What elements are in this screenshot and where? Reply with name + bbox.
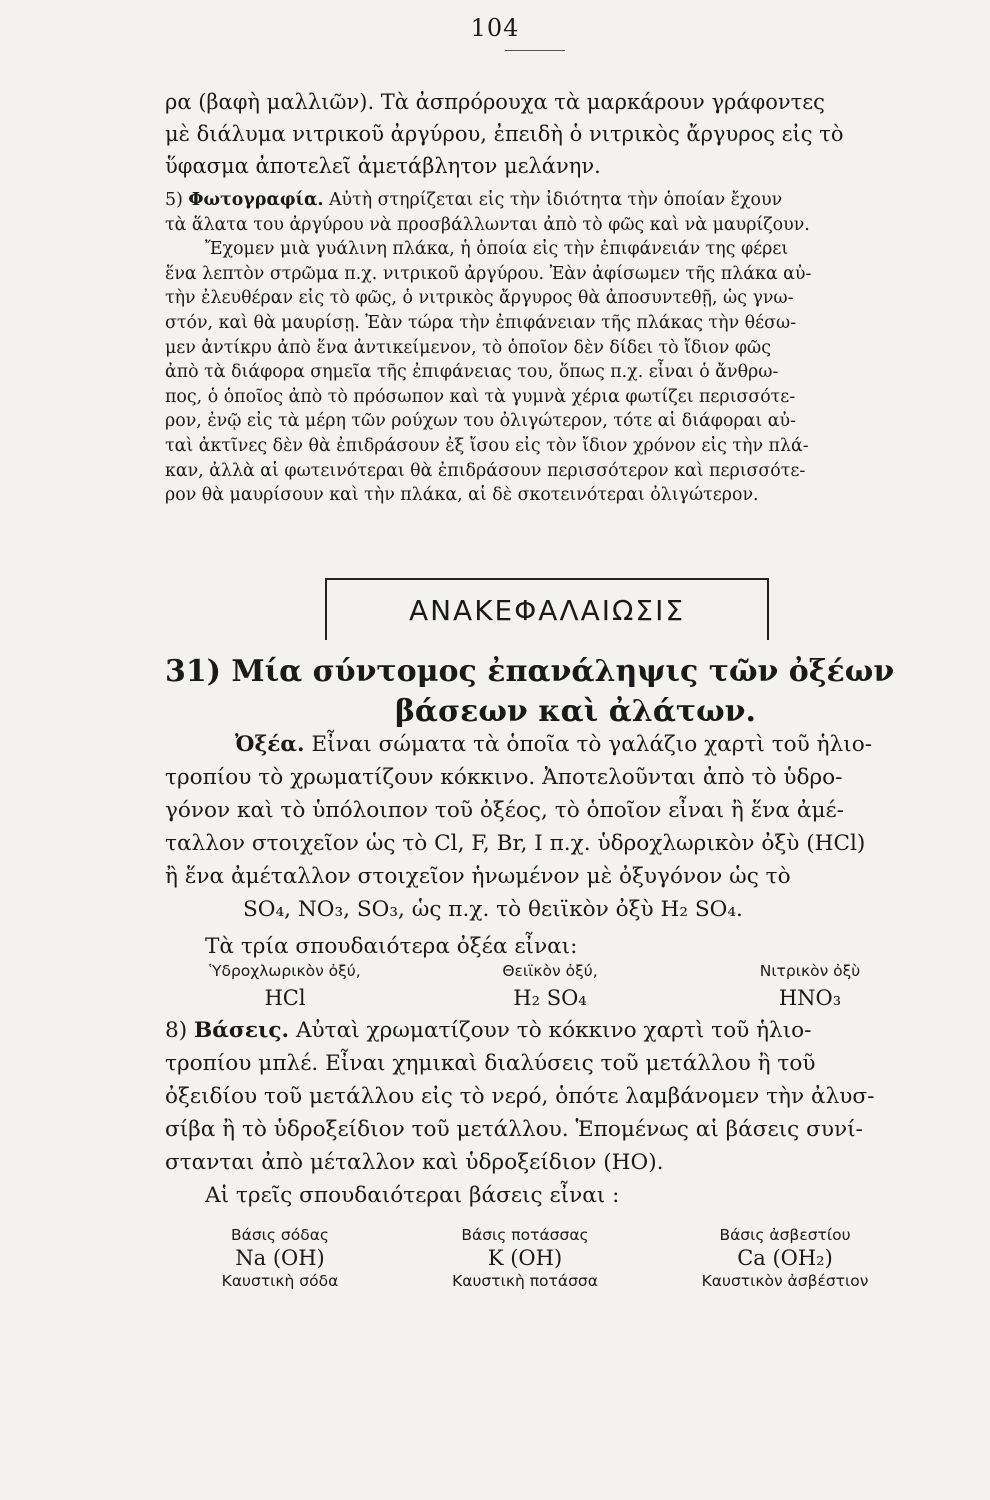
photo-line: πος, ὁ ὁποῖος ἀπὸ τὸ πρόσωπον καὶ τὰ γυμνὰ χέρια φωτίζει περισσότε-	[165, 386, 796, 407]
summary-box-title: ΑΝΑΚΕΦΑΛΑΙΩΣΙΣ	[408, 593, 686, 627]
base-common-name: Καυστικὴ σόδα	[221, 1272, 339, 1290]
intro-paragraph	[165, 86, 920, 182]
bases-title: Βάσεις.	[194, 1018, 290, 1043]
summary-heading-line1: 31) Μία σύντομος ἐπανάληψις τῶν ὀξέων	[165, 654, 895, 689]
bases-important-intro: Αἱ τρεῖς σπουδαιότεραι βάσεις εἶναι :	[205, 1183, 620, 1208]
bases-line: ὀξειδίου τοῦ μετάλλου εἰς τὸ νερό, ὁπότε λαμβάνομεν τὴν ἀλυσ-	[165, 1084, 875, 1109]
summary-heading-line2: βάσεων καὶ ἀλάτων.	[395, 694, 756, 729]
acid-item	[405, 962, 695, 1010]
acids-important-intro: Τὰ τρία σπουδαιότερα ὀξέα εἶναι:	[205, 934, 578, 959]
intro-line: ὕφασμα ἀποτελεῖ ἀμετάβλητον μελάνην.	[165, 154, 601, 178]
acid-formula: HCl	[264, 986, 306, 1010]
bases-line: στανται ἀπὸ μέταλλον καὶ ὑδροξείδιον (HO).	[165, 1150, 664, 1175]
base-item	[165, 1226, 395, 1290]
base-common-name: Καυστικὴ ποτάσσα	[452, 1272, 598, 1290]
photo-line: τὴν ἐλευθέραν εἰς τὸ φῶς, ὁ νιτρικὸς ἄργυρος θὰ ἀποσυντεθῇ, ὡς γνω-	[165, 288, 794, 309]
acid-name: Θειϊκὸν ὀξύ,	[502, 962, 598, 980]
base-item	[395, 1226, 655, 1290]
photo-heading-line	[165, 188, 920, 213]
bases-heading-line	[165, 1014, 920, 1047]
summary-box	[325, 578, 769, 640]
base-item	[655, 1226, 915, 1290]
bases-label: 8)	[165, 1018, 195, 1043]
base-name: Βάσις ποτάσσας	[461, 1226, 589, 1244]
page-number-rule	[505, 50, 565, 51]
bases-line: Αὐταὶ χρωματίζουν τὸ κόκκινο χαρτὶ τοῦ ἡλιο-	[289, 1018, 812, 1043]
photo-line: ἕνα λεπτὸν στρῶμα π.χ. νιτρικοῦ ἀργύρου. Ἐὰν ἀφίσωμεν τῆς πλάκα αὐ-	[165, 263, 812, 284]
acids-line: ἢ ἕνα ἀμέταλλον στοιχεῖον ἡνωμένον μὲ ὀξυγόνον ὡς τὸ	[165, 864, 791, 889]
page-number: 104	[470, 14, 520, 42]
acids-list	[165, 962, 925, 1010]
acid-item	[165, 962, 405, 1010]
acids-block	[165, 728, 920, 963]
photo-line: στόν, καὶ θὰ μαυρίσῃ. Ἐὰν τώρα τὴν ἐπιφάνειαν τῆς πλάκας τὴν θέσω-	[165, 312, 797, 333]
photo-line: ἀπὸ τὰ διάφορα σημεῖα τῆς ἐπιφάνειας του, ὅπως π.χ. εἶναι ὁ ἄνθρω-	[165, 362, 779, 383]
acids-line: Εἶναι σώματα τὰ ὁποῖα τὸ γαλάζιο χαρτὶ τοῦ ἡλιο-	[304, 732, 873, 757]
base-name: Βάσις ἀσβεστίου	[719, 1226, 851, 1244]
photo-line: Ἔχομεν μιὰ γυάλινη πλάκα, ἡ ὁποία εἰς τὴν ἐπιφάνειάν της φέρει	[205, 239, 789, 260]
acids-heading-line	[165, 728, 920, 761]
acids-title: Ὀξέα.	[235, 732, 305, 757]
acids-line: ταλλον στοιχεῖον ὡς τὸ Cl, F, Br, I π.χ. ὑδροχλωρικὸν ὀξὺ (HCl)	[165, 831, 866, 856]
base-name: Βάσις σόδας	[230, 1226, 330, 1244]
bases-block	[165, 1014, 920, 1212]
photo-line: μεν ἀντίκρυ ἀπὸ ἕνα ἀντικείμενον, τὸ ὁποῖον δὲν δίδει τὸ ἴδιον φῶς	[165, 337, 771, 358]
base-formula: Ca (OH₂)	[737, 1246, 833, 1270]
acids-line: τροπίου τὸ χρωματίζουν κόκκινο. Ἀποτελοῦνται ἀπὸ τὸ ὑδρο-	[165, 765, 843, 790]
photo-line: ρον, ἐνῷ εἰς τὰ μέρη τῶν ρούχων του ὀλιγώτερον, τότε αἱ διάφοραι αὐ-	[165, 411, 796, 432]
acids-formula-line: SO₄, NO₃, SO₃, ὡς π.χ. τὸ θειϊκὸν ὀξὺ H₂ SO₄.	[243, 897, 743, 922]
summary-heading	[165, 652, 925, 732]
photo-title: Φωτογραφία.	[188, 190, 324, 210]
bases-list	[165, 1226, 925, 1290]
photo-line: ταὶ ἀκτῖνες δὲν θὰ ἐπιδράσουν ἐξ ἴσου εἰς τὸν ἴδιον χρόνον εἰς τὴν πλά-	[165, 435, 809, 456]
base-formula: K (OH)	[487, 1246, 563, 1270]
acid-item	[695, 962, 925, 1010]
acid-formula: HNO₃	[778, 986, 842, 1010]
base-common-name: Καυστικὸν ἀσβέστιον	[701, 1272, 869, 1290]
intro-line: ρα (βαφὴ μαλλιῶν). Τὰ ἀσπρόρουχα τὰ μαρκάρουν γράφοντες	[165, 90, 825, 114]
photo-text-block	[165, 86, 920, 508]
photo-line: ρον θὰ μαυρίσουν καὶ τὴν πλάκα, αἱ δὲ σκοτεινότεραι ὀλιγώτερον.	[165, 485, 759, 506]
photo-line: Αὐτὴ στηρίζεται εἰς τὴν ἰδιότητα τὴν ὁποίαν ἔχουν	[323, 190, 783, 210]
bases-line: σίβα ἢ τὸ ὑδροξείδιον τοῦ μετάλλου. Ἑπομένως αἱ βάσεις συνί-	[165, 1117, 863, 1142]
acid-name: Νιτρικὸν ὀξὺ	[759, 962, 861, 980]
base-formula: Na (OH)	[235, 1246, 325, 1270]
photo-line: τὰ ἅλατα του ἀργύρου νὰ προσβάλλωνται ἀπὸ τὸ φῶς καὶ νὰ μαυρίζουν.	[165, 214, 810, 235]
intro-line: μὲ διάλυμα νιτρικοῦ ἀργύρου, ἐπειδὴ ὁ νιτρικὸς ἄργυρος εἰς τὸ	[165, 122, 844, 146]
photo-line: καν, ἀλλὰ αἱ φωτεινότεραι θὰ ἐπιδράσουν περισσότερον καὶ περισσότε-	[165, 460, 806, 481]
photo-label: 5)	[165, 190, 189, 210]
acids-line: γόνον καὶ τὸ ὑπόλοιπον τοῦ ὀξέος, τὸ ὁποῖον εἶναι ἢ ἕνα ἀμέ-	[165, 798, 844, 823]
bases-line: τροπίου μπλέ. Εἶναι χημικαὶ διαλύσεις τοῦ μετάλλου ἢ τοῦ	[165, 1051, 816, 1076]
acid-formula: H₂ SO₄	[513, 986, 587, 1010]
acid-name: Ὑδροχλωρικὸν ὀξύ,	[209, 962, 361, 980]
